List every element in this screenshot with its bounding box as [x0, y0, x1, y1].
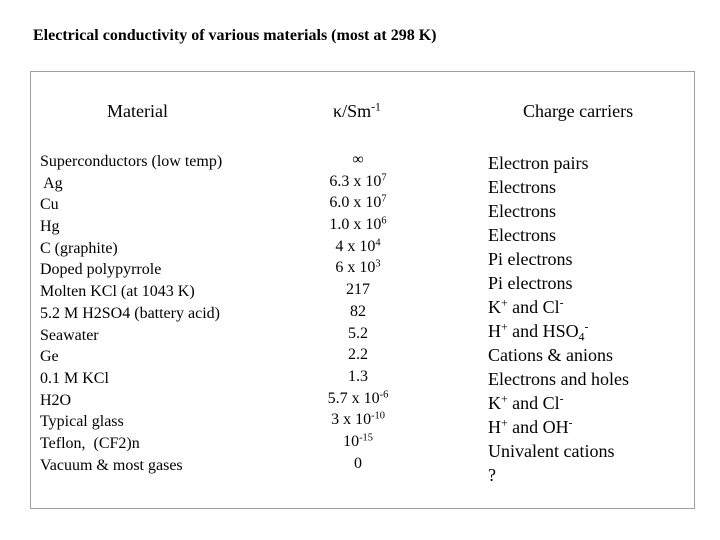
material-cell: H2O — [40, 391, 72, 409]
material-cell: Superconductors (low temp) — [40, 153, 223, 170]
slide-title: Electrical conductivity of various materials (most at 298 K) — [33, 27, 437, 44]
carrier-text: Electrons — [488, 177, 556, 197]
conductivity-exponent: -15 — [359, 432, 373, 444]
conductivity-cell — [300, 431, 416, 453]
conductivity-exponent: -6 — [379, 388, 389, 400]
conductivity-exponent: -10 — [371, 410, 385, 422]
charge-carriers-column — [488, 151, 629, 487]
conductivity-cell — [300, 388, 416, 410]
carrier-charge-2: - — [584, 320, 589, 334]
material-cell: Molten KCl (at 1043 K) — [40, 283, 195, 301]
material-cell: Ag — [40, 174, 63, 192]
carrier-charge-2: - — [568, 416, 573, 430]
carrier-text: Pi electrons — [488, 273, 573, 293]
conductivity-cell — [300, 236, 416, 258]
conductivity-cell — [300, 257, 416, 279]
conductivity-exponent: 7 — [381, 171, 387, 183]
conductivity-value: 6.3 x 10 — [329, 172, 382, 190]
material-cell: Typical glass — [40, 413, 124, 431]
conductivity-value: ∞ — [352, 151, 364, 168]
conductivity-cell — [300, 366, 416, 388]
material-cell: 5.2 M H2SO4 (battery acid) — [40, 304, 220, 322]
header-conductivity — [333, 101, 381, 122]
carrier-charge-2: - — [559, 392, 564, 406]
carrier-charge-2: - — [559, 296, 564, 310]
material-cell: Hg — [40, 218, 60, 236]
carrier-text: Electrons and holes — [488, 369, 629, 389]
conductivity-value: 3 x 10 — [331, 411, 372, 429]
material-column — [40, 151, 222, 476]
conductivity-cell — [300, 344, 416, 366]
conductivity-value: 5.2 — [348, 324, 368, 342]
conductivity-exponent: 3 — [375, 258, 381, 270]
conductivity-cell — [300, 149, 416, 171]
conductivity-value: 1.0 x 10 — [329, 216, 382, 234]
material-cell: Ge — [40, 348, 59, 366]
carrier-charge: + — [501, 416, 508, 430]
carrier-text: ? — [488, 465, 496, 485]
header-material: Material — [107, 101, 168, 121]
carrier-text: K — [488, 393, 501, 413]
material-cell: Seawater — [40, 326, 99, 344]
carrier-charge: + — [501, 296, 508, 310]
material-cell: Teflon, (CF2)n — [40, 434, 140, 452]
conductivity-value: 4 x 10 — [335, 237, 376, 255]
charge-carrier-cell — [488, 391, 629, 415]
conductivity-value: 6.0 x 10 — [329, 194, 382, 212]
carrier-subscript: 4 — [578, 330, 585, 344]
conductivity-exponent: 4 — [375, 237, 381, 249]
charge-carrier-cell — [488, 463, 629, 487]
charge-carrier-cell — [488, 247, 629, 271]
charge-carrier-cell — [488, 343, 629, 367]
material-cell: Vacuum & most gases — [40, 456, 183, 474]
carrier-text-2: and HSO — [507, 321, 579, 341]
conductivity-cell — [300, 409, 416, 431]
conductivity-value: 217 — [346, 281, 370, 299]
carrier-text: H — [488, 417, 501, 437]
carrier-text: H — [488, 321, 501, 341]
conductivity-cell — [300, 323, 416, 345]
carrier-text: K — [488, 297, 501, 317]
carrier-text: Cations & anions — [488, 345, 613, 365]
charge-carrier-cell — [488, 295, 629, 319]
charge-carrier-cell — [488, 415, 629, 439]
charge-carrier-cell — [488, 319, 629, 343]
header-conductivity-label: κ/Sm — [333, 101, 372, 121]
carrier-text: Pi electrons — [488, 249, 573, 269]
conductivity-cell — [300, 279, 416, 301]
header-charge-carriers: Charge carriers — [523, 101, 634, 121]
charge-carrier-cell — [488, 175, 629, 199]
carrier-text: Electrons — [488, 225, 556, 245]
charge-carrier-cell — [488, 439, 629, 463]
conductivity-cell — [300, 301, 416, 323]
conductivity-value: 6 x 10 — [335, 259, 376, 277]
conductivity-value: 0 — [354, 454, 362, 472]
carrier-text: Electrons — [488, 201, 556, 221]
conductivity-cell — [300, 171, 416, 193]
conductivity-cell — [300, 453, 416, 475]
charge-carrier-cell — [488, 151, 629, 175]
header-conductivity-exponent: -1 — [371, 100, 381, 114]
material-cell: C (graphite) — [40, 239, 118, 257]
material-cell: Cu — [40, 196, 59, 214]
conductivity-value: 5.7 x 10 — [327, 389, 380, 407]
charge-carrier-cell — [488, 199, 629, 223]
carrier-charge: + — [501, 392, 508, 406]
carrier-charge: + — [501, 320, 508, 334]
conductivity-value: 1.3 — [348, 367, 368, 385]
material-cell: Doped polypyrrole — [40, 261, 162, 279]
charge-carrier-cell — [488, 367, 629, 391]
carrier-text: Univalent cations — [488, 441, 615, 461]
conductivity-value: 10 — [343, 432, 360, 450]
carrier-text: Electron pairs — [488, 153, 589, 173]
conductivity-cell — [300, 214, 416, 236]
conductivity-exponent: 7 — [381, 193, 387, 205]
charge-carrier-cell — [488, 223, 629, 247]
carrier-text-2: and Cl — [507, 297, 560, 317]
carrier-text-2: and Cl — [507, 393, 560, 413]
carrier-text-2: and OH — [507, 417, 569, 437]
conductivity-value: 82 — [350, 302, 366, 320]
conductivity-cell — [300, 192, 416, 214]
charge-carrier-cell — [488, 271, 629, 295]
conductivity-value: 2.2 — [348, 346, 368, 364]
conductivity-exponent: 6 — [381, 215, 387, 227]
material-cell: 0.1 M KCl — [40, 369, 109, 387]
conductivity-column — [300, 149, 416, 474]
